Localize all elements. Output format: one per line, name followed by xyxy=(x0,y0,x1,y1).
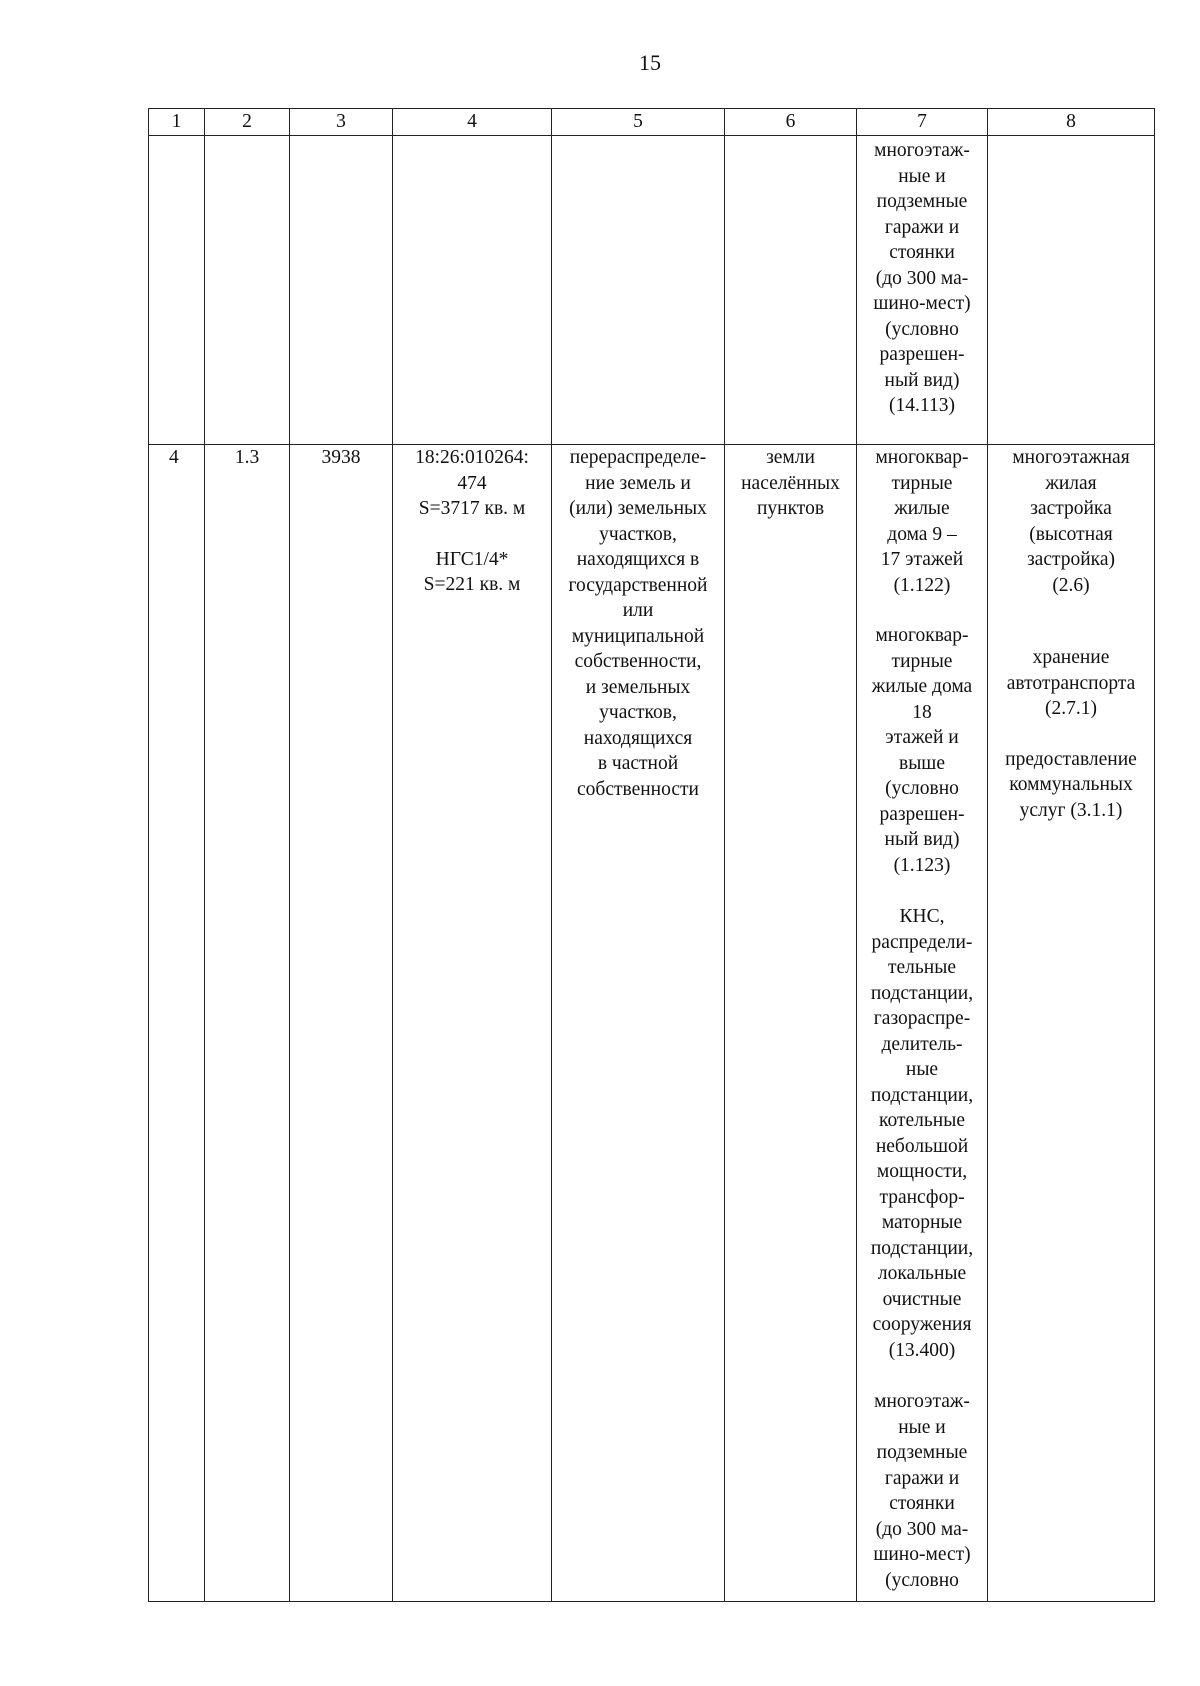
classifier-vehicle-storage: хранение автотранспорта (2.7.1) xyxy=(1006,647,1136,719)
cell-classifier-use xyxy=(988,445,1155,1602)
cell-row-number xyxy=(149,445,205,1602)
cell-empty xyxy=(393,136,552,445)
zone-number: 1.3 xyxy=(234,447,260,468)
row-number: 4 xyxy=(169,447,179,468)
permitted-use-9-17: многоквар- тирные жилые дома 9 – 17 этажей (1.122) xyxy=(875,447,969,596)
cell-empty xyxy=(205,136,290,445)
permitted-use-garages-text: многоэтаж- ные и подземные гаражи и стоянки (до 300 ма- шино-мест) (условно разрешен- ный вид) (14.113) xyxy=(873,140,971,416)
table-row-4 xyxy=(149,445,1155,1602)
header-col-8: 8 xyxy=(988,109,1155,136)
cell-zone-number xyxy=(205,445,290,1602)
classifier-utilities: предоставление коммунальных услуг (3.1.1) xyxy=(1005,748,1137,821)
cell-cadastral xyxy=(393,445,552,1602)
header-row xyxy=(149,109,1155,136)
header-col-6: 6 xyxy=(725,109,857,136)
land-plots-table xyxy=(148,108,1155,1602)
cadastral-number: 18:26:010264: 474 S=3717 кв. м xyxy=(415,447,529,519)
cell-empty xyxy=(149,136,205,445)
header-col-5: 5 xyxy=(552,109,725,136)
zone-code: НГС1/4* S=221 кв. м xyxy=(423,548,521,595)
header-col-4: 4 xyxy=(393,109,552,136)
cell-permitted-use xyxy=(857,136,988,445)
cell-empty xyxy=(725,136,857,445)
classifier-high-rise: многоэтажная жилая застройка (высотная застройка) (2.6) xyxy=(1012,447,1130,596)
header-col-3: 3 xyxy=(290,109,393,136)
permitted-use-garages: многоэтаж- ные и подземные гаражи и стоянки (до 300 ма- шино-мест) (условно xyxy=(873,1391,971,1591)
header-col-2: 2 xyxy=(205,109,290,136)
permitted-use-18-plus: многоквар- тирные жилые дома 18 этажей и выше (условно разрешен- ный вид) (1.123) xyxy=(871,625,973,876)
cell-empty xyxy=(988,136,1155,445)
cell-method xyxy=(552,445,725,1602)
cell-permitted-use xyxy=(857,445,988,1602)
cell-empty xyxy=(552,136,725,445)
area-value: 3938 xyxy=(321,447,361,468)
formation-method: перераспределе- ние земель и (или) земельных участков, находящихся в государственной или муниципальной собственности, и земельных участков, находящихся в частной собственности xyxy=(568,447,708,800)
permitted-use-utilities: КНС, распредели- тельные подстанции, газораспре- делитель- ные подстанции, котельные небольшой мощности, трансфор- маторные подстанции, локальные очистные сооружения (13.400) xyxy=(870,906,974,1361)
cell-area xyxy=(290,445,393,1602)
header-col-7: 7 xyxy=(857,109,988,136)
cell-empty xyxy=(290,136,393,445)
table-row-continuation xyxy=(149,136,1155,445)
header-col-1: 1 xyxy=(149,109,205,136)
cell-land-category xyxy=(725,445,857,1602)
page-number: 15 xyxy=(639,50,661,75)
land-category: земли населённых пунктов xyxy=(741,447,840,519)
